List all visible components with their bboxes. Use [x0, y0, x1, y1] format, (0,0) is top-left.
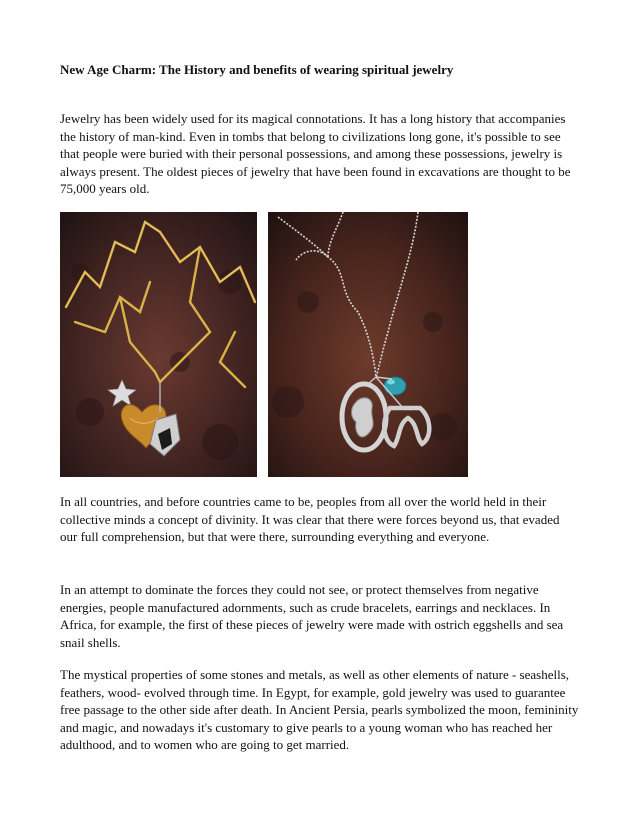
gold-necklace-photo [60, 212, 257, 477]
silver-necklace-photo [268, 212, 468, 477]
paragraph-adornments: In an attempt to dominate the forces they could not see, or protect themselves from negative energies, people manufactured adornments, such as crude bracelets, earrings and necklaces. In Africa, for example, the first of these pieces of jewelry were made with ostrich eggshells and sea snail shells. [60, 582, 564, 650]
paragraph-mystical-properties: The mystical properties of some stones and metals, as well as other elements of nature - seashells, feathers, wood- evolved through time. In Egypt, for example, gold jewelry was used to guarantee free passage to the other side after death. In Ancient Persia, pearls symbolized the moon, femininity and magic, and nowadays it's customary to give pearls to a young woman who has reached her adulthood, and to women who are going to get married. [60, 667, 579, 753]
paragraph-divinity: In all countries, and before countries came to be, peoples from all over the world held in their collective minds a concept of divinity. It was clear that there were forces beyond us, that evaded our full comprehension, but that were there, surrounding everything and everyone. [60, 494, 560, 545]
paragraph-intro: Jewelry has been widely used for its magical connotations. It has a long history that accompanies the history of man-kind. Even in tombs that belong to civilizations long gone, it's possible to see that people were buried with their personal possessions, and among these possessions, jewelry is always present. The oldest pieces of jewelry that have been found in excavations are thought to be 75,000 years old. [60, 111, 571, 197]
article-title: New Age Charm: The History and benefits of wearing spiritual jewelry [60, 62, 454, 77]
